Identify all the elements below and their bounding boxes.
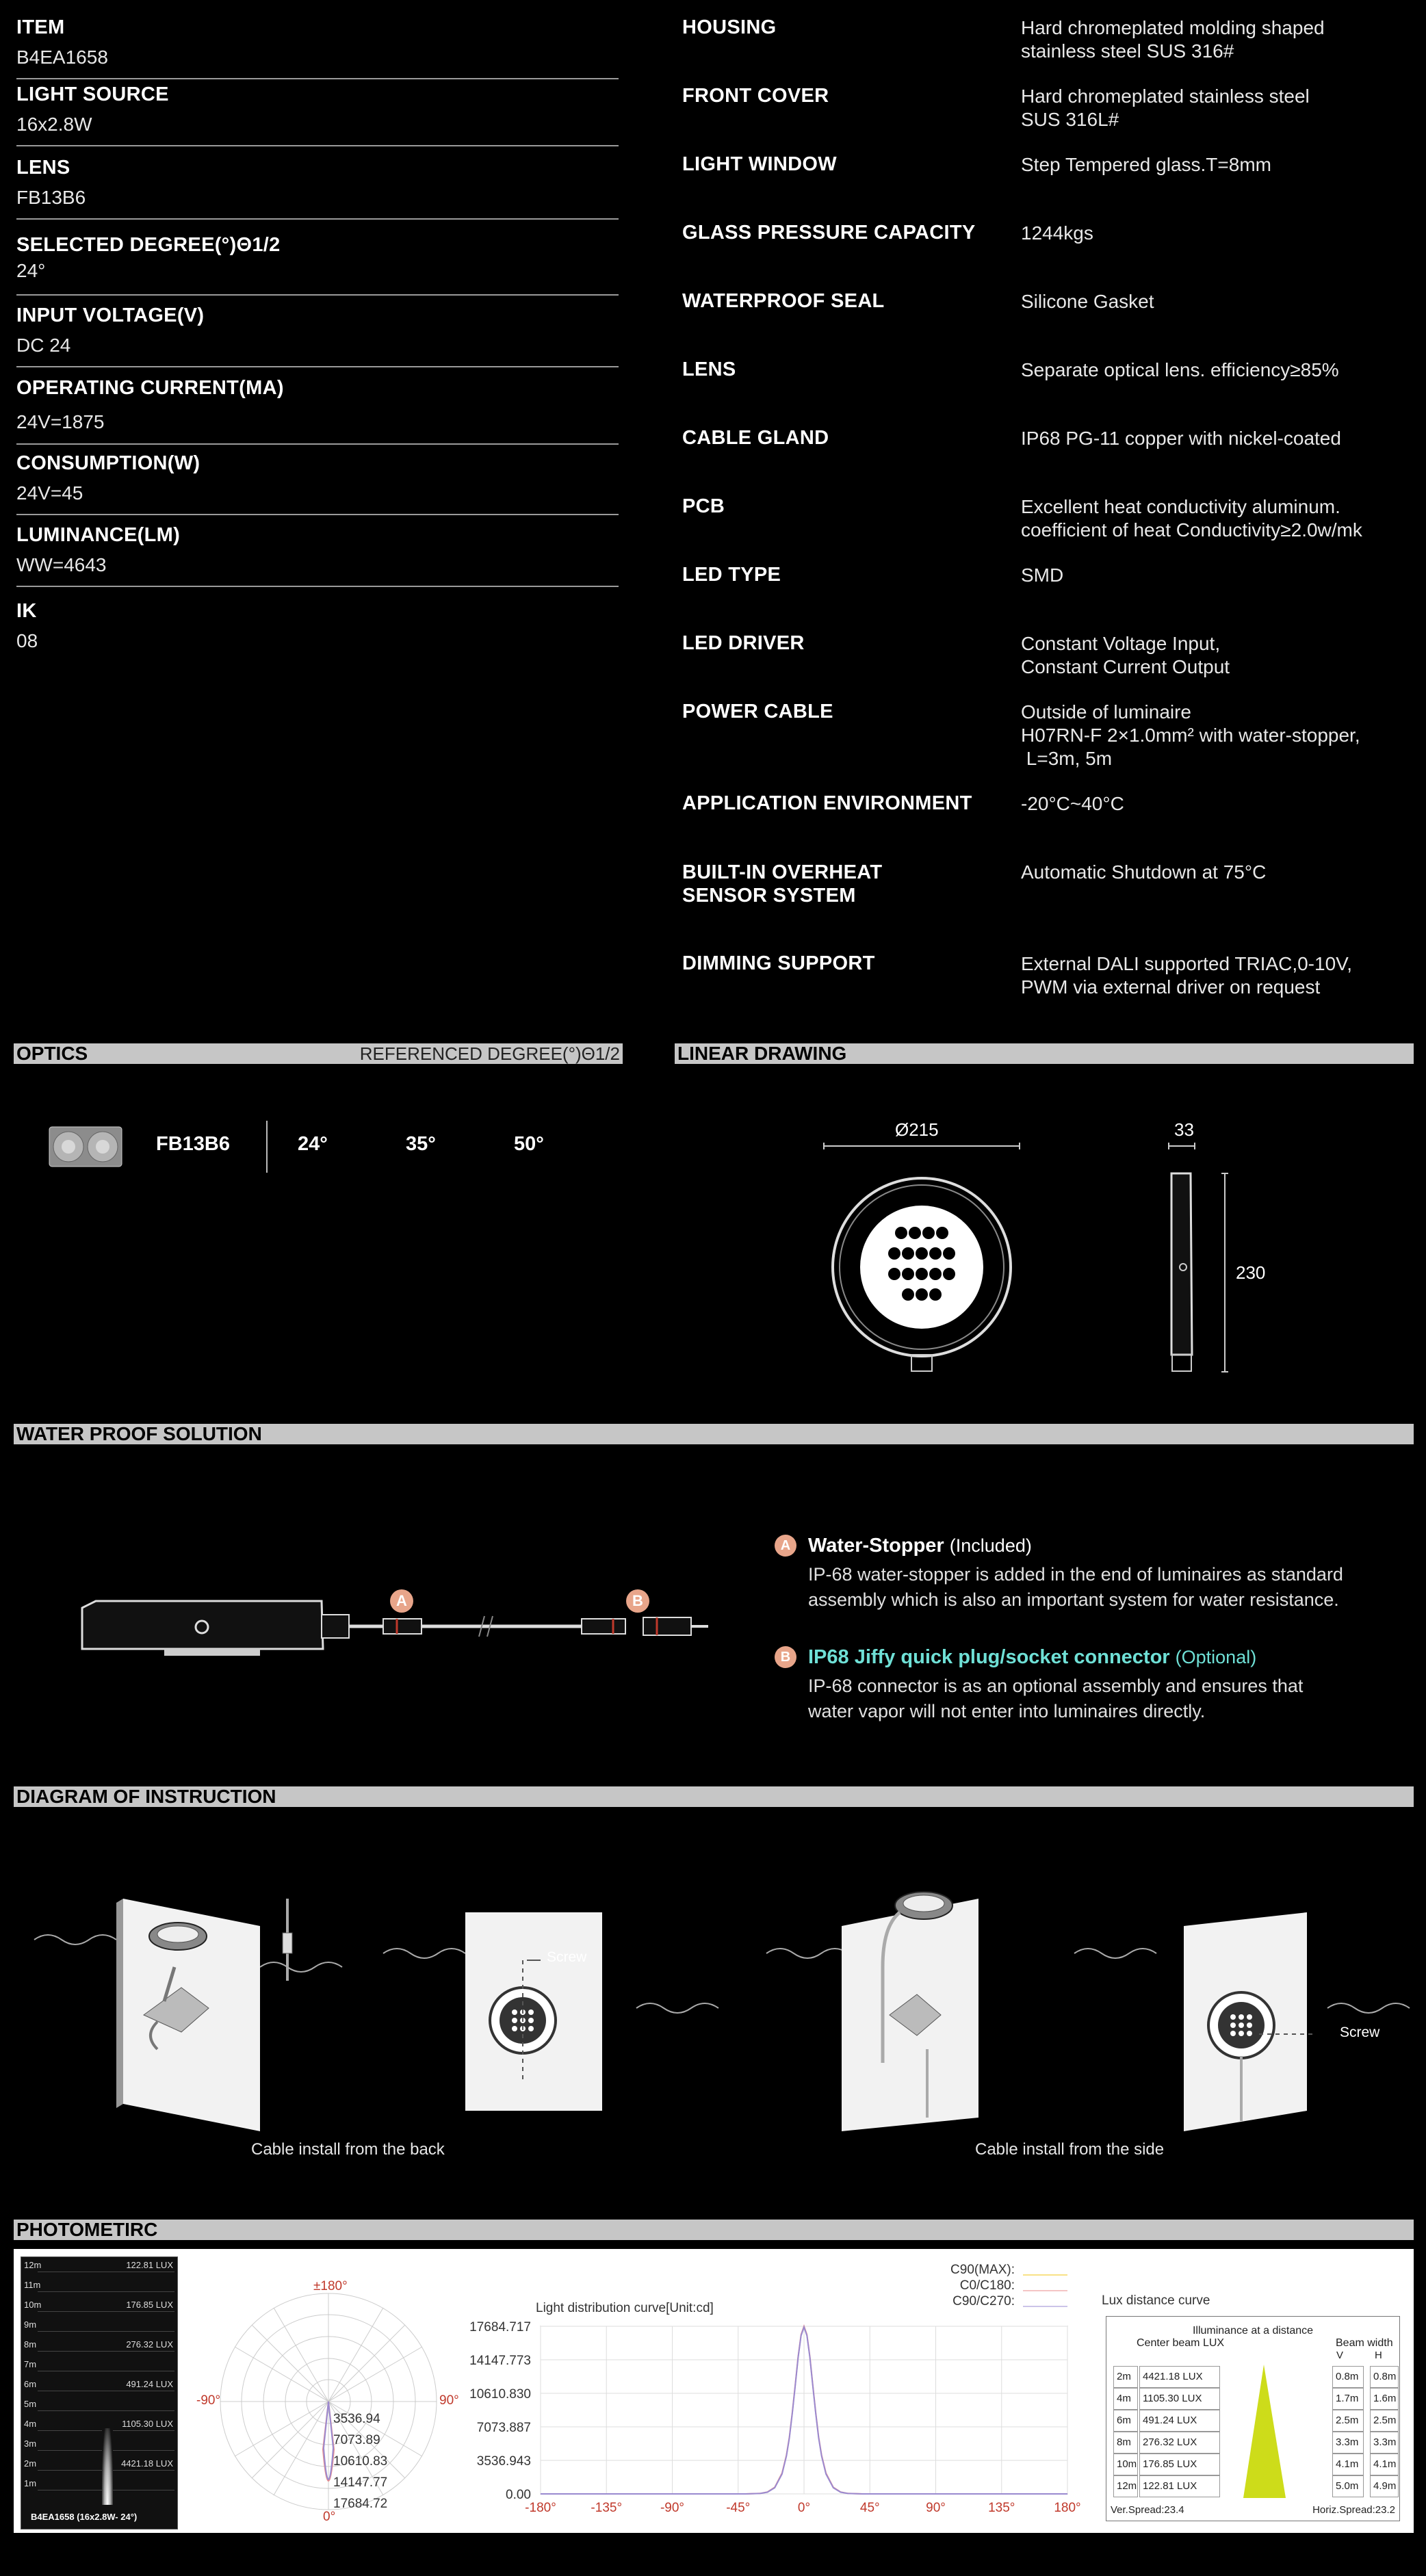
polar-value: 7073.89	[333, 2433, 380, 2447]
divider	[34, 2300, 167, 2301]
lux-row-distance: 8m	[1113, 2432, 1138, 2454]
spec-label-led-type: LED TYPE	[682, 564, 781, 586]
divider	[16, 443, 619, 445]
spec-row-lens	[16, 157, 619, 229]
side-view-icon	[1171, 1173, 1192, 1371]
beam-row-lux: 4421.18 LUX	[121, 2458, 173, 2469]
y-tick-label: 3536.943	[476, 2454, 531, 2469]
optics-degree-50: 50°	[514, 1133, 544, 1155]
spec-label-lens: LENS	[682, 359, 736, 380]
water-stopper-text-line: IP-68 water-stopper is added in the end of luminaires as standard	[808, 1564, 1343, 1585]
water-stopper-description	[808, 1562, 1343, 1613]
x-tick-label: -45°	[726, 2501, 751, 2515]
spec-value: 24V=45	[16, 482, 83, 504]
water-stopper-heading	[808, 1535, 1032, 1557]
beam-row-distance: 3m	[24, 2438, 37, 2449]
divider	[38, 2331, 174, 2332]
spec-value: FB13B6	[16, 187, 86, 208]
spec-label-housing: HOUSING	[682, 16, 777, 38]
water-stopper-note: (Included)	[949, 1535, 1032, 1556]
spec-value: 24V=1875	[16, 411, 105, 432]
lux-row-center: 491.24 LUX	[1139, 2410, 1220, 2432]
spec-value: 24°	[16, 260, 46, 281]
spec-row-luminance	[16, 524, 619, 596]
connector-description	[808, 1674, 1303, 1724]
spec-value: 16x2.8W	[16, 114, 92, 135]
y-tick-label: 0.00	[506, 2488, 531, 2502]
spec-label-cable-gland: CABLE GLAND	[682, 427, 829, 449]
beam-row-distance: 2m	[24, 2458, 37, 2469]
y-tick-label: 14147.773	[469, 2354, 531, 2368]
spec-value-lens: Separate optical lens. efficiency≥85%	[1021, 359, 1339, 380]
hor-spread: Horiz.Spread:23.2	[1312, 2504, 1395, 2516]
spec-value-led-driver: Constant Voltage Input, Constant Current Output	[1021, 633, 1230, 677]
spec-value: WW=4643	[16, 554, 107, 575]
polar-value: 10610.83	[333, 2454, 388, 2469]
polar-value: 17684.72	[333, 2497, 388, 2511]
dimension-depth: 33	[1174, 1119, 1194, 1140]
divider	[38, 2311, 174, 2312]
lux-col-v: V	[1336, 2350, 1344, 2361]
beam-row-distance: 1m	[24, 2478, 37, 2488]
beam-row-lux: 176.85 LUX	[126, 2300, 173, 2310]
lux-row-h: 3.3m	[1370, 2432, 1399, 2454]
spec-value-cable-gland: IP68 PG-11 copper with nickel-coated	[1021, 428, 1341, 449]
lux-row-v: 0.8m	[1332, 2366, 1364, 2388]
legend-entry-c90: C90/C270:	[952, 2294, 1015, 2308]
lux-row-center: 1105.30 LUX	[1139, 2388, 1220, 2410]
beam-row-distance: 9m	[24, 2319, 37, 2330]
lux-row-center: 122.81 LUX	[1139, 2475, 1220, 2497]
legend-swatches	[1020, 2269, 1074, 2310]
spec-label: LIGHT SOURCE	[16, 83, 169, 105]
beam-row-distance: 7m	[24, 2359, 37, 2369]
lens-thumbnail-icon	[48, 1126, 123, 1171]
y-tick-label: 17684.717	[469, 2320, 531, 2334]
beam-spread-panel	[21, 2256, 178, 2529]
x-tick-label: 90°	[926, 2501, 946, 2515]
lux-col-beam: Beam width	[1336, 2337, 1393, 2349]
water-stopper-text-line: assembly which is also an important system for water resistance.	[808, 1589, 1339, 1610]
dimension-diameter: Ø215	[895, 1119, 939, 1140]
spec-value-pcb: Excellent heat conductivity aluminum. coefficient of heat Conductivity≥2.0w/mk	[1021, 496, 1362, 541]
back-install-panel-1-icon	[116, 1899, 292, 2131]
beam-row-distance: 8m	[24, 2339, 37, 2350]
lux-row-distance: 6m	[1113, 2410, 1138, 2432]
curve-legend	[919, 2262, 1015, 2309]
cable-side-caption: Cable install from the side	[975, 2140, 1165, 2159]
spec-value-waterproof-seal: Silicone Gasket	[1021, 291, 1154, 312]
lux-row-v: 2.5m	[1332, 2410, 1364, 2432]
cable-back-caption: Cable install from the back	[251, 2140, 445, 2159]
marker-a-icon: A	[775, 1535, 796, 1557]
spec-label: INPUT VOLTAGE(V)	[16, 304, 205, 326]
lux-row-h: 1.6m	[1370, 2388, 1399, 2410]
lux-row-center: 276.32 LUX	[1139, 2432, 1220, 2454]
section-title: WATER PROOF SOLUTION	[16, 1423, 262, 1444]
spec-value-power-cable: Outside of luminaire H07RN-F 2×1.0mm² with water-stopper, L=3m, 5m	[1021, 701, 1360, 769]
lux-row-v: 1.7m	[1332, 2388, 1364, 2410]
section-subtitle: REFERENCED DEGREE(°)Θ1/2	[359, 1043, 620, 1064]
beam-row-distance: 6m	[24, 2379, 37, 2389]
spec-row-degree	[16, 234, 619, 306]
x-tick-label: 180°	[1054, 2501, 1081, 2515]
y-tick-label: 10610.830	[469, 2387, 531, 2402]
photometric-header-bar	[14, 2220, 1414, 2240]
spec-label-waterproof-seal: WATERPROOF SEAL	[682, 290, 885, 312]
instruction-header-bar	[14, 1786, 1414, 1807]
optics-header-bar	[14, 1043, 623, 1064]
lux-row-distance: 12m	[1113, 2475, 1138, 2497]
spec-label: ITEM	[16, 16, 65, 38]
connector-heading	[808, 1646, 1256, 1669]
x-tick-label: -90°	[660, 2501, 685, 2515]
x-tick-label: -180°	[525, 2501, 556, 2515]
instruction-figures	[27, 1885, 1403, 2138]
optics-lens-name: FB13B6	[156, 1133, 230, 1155]
marker-b-icon: B	[775, 1646, 796, 1668]
x-tick-label: 0°	[797, 2501, 811, 2515]
divider	[16, 514, 619, 515]
spec-value: DC 24	[16, 335, 71, 356]
spec-value-light-window: Step Tempered glass.T=8mm	[1021, 154, 1271, 175]
x-tick-label: 135°	[988, 2501, 1015, 2515]
marker-b-icon: B	[626, 1589, 649, 1613]
front-view-icon	[833, 1178, 1011, 1371]
divider	[38, 2410, 174, 2411]
section-title: LINEAR DRAWING	[677, 1043, 847, 1064]
spec-value-front-cover: Hard chromeplated stainless steel SUS 316L#	[1021, 86, 1310, 130]
spec-label-application-environment: APPLICATION ENVIRONMENT	[682, 792, 972, 814]
spec-label-front-cover: FRONT COVER	[682, 85, 829, 107]
lux-row-v: 3.3m	[1332, 2432, 1364, 2454]
linear-drawing-figure	[814, 1136, 1280, 1382]
linear-drawing-header-bar	[675, 1043, 1414, 1064]
spec-label: IK	[16, 600, 37, 622]
divider	[266, 1121, 268, 1173]
beam-row-distance: 12m	[24, 2260, 42, 2270]
screw-label: Screw	[547, 1949, 587, 1965]
light-distribution-chart	[469, 2313, 1081, 2532]
spec-label-pcb: PCB	[682, 495, 725, 517]
connector-note: (Optional)	[1175, 1647, 1257, 1667]
spec-row-item	[16, 16, 619, 88]
screw-label: Screw	[1340, 2025, 1380, 2040]
spec-label-led-driver: LED DRIVER	[682, 632, 805, 654]
lux-row-distance: 10m	[1113, 2454, 1138, 2475]
divider	[16, 218, 619, 220]
spec-value-led-type: SMD	[1021, 564, 1064, 586]
spec-label: LUMINANCE(LM)	[16, 524, 181, 546]
spec-row-light-source	[16, 83, 619, 155]
divider	[38, 2291, 174, 2292]
lux-row-distance: 4m	[1113, 2388, 1138, 2410]
lux-row-v: 4.1m	[1332, 2454, 1364, 2475]
section-title: DIAGRAM OF INSTRUCTION	[16, 1786, 276, 1807]
optics-degree-24: 24°	[298, 1133, 328, 1155]
lux-row-distance: 2m	[1113, 2366, 1138, 2388]
spec-row-consumption	[16, 452, 619, 524]
connector-text-line: water vapor will not enter into luminaires directly.	[808, 1701, 1206, 1721]
spec-label: LENS	[16, 157, 70, 179]
spec-value-housing: Hard chromeplated molding shaped stainless steel SUS 316#	[1021, 17, 1325, 62]
beam-row-lux: 491.24 LUX	[126, 2379, 173, 2389]
lux-row-v: 5.0m	[1332, 2475, 1364, 2497]
spec-value-dimming: External DALI supported TRIAC,0-10V, PWM via external driver on request	[1021, 953, 1353, 998]
lux-row-center: 176.85 LUX	[1139, 2454, 1220, 2475]
lux-row-h: 4.9m	[1370, 2475, 1399, 2497]
spec-row-input-voltage	[16, 304, 619, 376]
beam-row-distance: 5m	[24, 2399, 37, 2409]
lux-distance-title: Lux distance curve	[1102, 2293, 1210, 2308]
marker-a-icon: A	[390, 1589, 413, 1613]
polar-bottom-label: 0°	[323, 2510, 336, 2524]
spec-value-overheat: Automatic Shutdown at 75°C	[1021, 861, 1267, 883]
waterproof-cable-figure	[75, 1574, 718, 1669]
spec-label-overheat: BUILT-IN OVERHEAT SENSOR SYSTEM	[682, 861, 883, 907]
beam-glow-icon	[102, 2428, 113, 2505]
polar-top-label: ±180°	[313, 2279, 348, 2293]
polar-values	[333, 2408, 387, 2514]
spec-value-application-environment: -20°C~40°C	[1021, 793, 1124, 814]
spec-value: B4EA1658	[16, 47, 108, 68]
spec-label-power-cable: POWER CABLE	[682, 701, 833, 723]
polar-right-label: 90°	[439, 2393, 459, 2408]
spec-value: 08	[16, 630, 38, 651]
side-install-panel-1-icon	[842, 1892, 978, 2131]
x-tick-label: 45°	[859, 2501, 880, 2515]
lux-col-center: Center beam LUX	[1137, 2337, 1225, 2349]
polar-left-label: -90°	[196, 2393, 221, 2408]
legend-entry-max: C90(MAX):	[950, 2263, 1015, 2277]
lux-row-center: 4421.18 LUX	[1139, 2366, 1220, 2388]
water-stopper-title: Water-Stopper	[808, 1535, 944, 1557]
lux-col-h: H	[1375, 2350, 1382, 2361]
lux-table-title: Illuminance at a distance	[1192, 2325, 1314, 2337]
spec-row-ik	[16, 600, 619, 672]
section-title: PHOTOMETIRC	[16, 2219, 158, 2240]
spec-label-glass-pressure: GLASS PRESSURE CAPACITY	[682, 222, 976, 244]
ver-spread: Ver.Spread:23.4	[1111, 2504, 1184, 2516]
beam-row-lux: 1105.30 LUX	[122, 2419, 173, 2429]
beam-caption: B4EA1658 (16x2.8W- 24°)	[31, 2512, 138, 2522]
lux-row-h: 0.8m	[1370, 2366, 1399, 2388]
lux-distance-table	[1106, 2316, 1400, 2521]
beam-row-distance: 10m	[24, 2300, 42, 2310]
polar-chart	[198, 2272, 458, 2532]
lux-row-h: 4.1m	[1370, 2454, 1399, 2475]
side-install-panel-2-icon	[1184, 1912, 1314, 2131]
spec-label: SELECTED DEGREE(°)Θ1/2	[16, 234, 281, 256]
spec-label: OPERATING CURRENT(MA)	[16, 377, 284, 399]
divider	[16, 294, 619, 296]
connector-text-line: IP-68 connector is as an optional assembly and ensures that	[808, 1676, 1304, 1696]
dimension-height: 230	[1236, 1262, 1266, 1283]
lux-row-h: 2.5m	[1370, 2410, 1399, 2432]
divider	[16, 586, 619, 587]
spec-label: CONSUMPTION(W)	[16, 452, 200, 474]
beam-row-lux: 122.81 LUX	[126, 2260, 173, 2270]
back-install-panel-2-icon	[465, 1912, 602, 2111]
polar-value: 3536.94	[333, 2412, 380, 2426]
waterproof-header-bar	[14, 1424, 1414, 1444]
section-title: OPTICS	[16, 1043, 88, 1064]
divider	[16, 145, 619, 146]
curve-title: Light distribution curve[Unit:cd]	[536, 2301, 714, 2315]
polar-value: 14147.77	[333, 2475, 388, 2490]
connector-title: IP68 Jiffy quick plug/socket connector	[808, 1646, 1170, 1668]
spec-label-light-window: LIGHT WINDOW	[682, 153, 837, 175]
y-tick-label: 7073.887	[476, 2421, 531, 2435]
divider	[16, 366, 619, 367]
beam-row-distance: 4m	[24, 2419, 37, 2429]
divider	[38, 2351, 174, 2352]
divider	[16, 78, 619, 79]
beam-row-lux: 276.32 LUX	[126, 2339, 173, 2350]
optics-degree-35: 35°	[406, 1133, 436, 1155]
spec-row-operating-current	[16, 377, 619, 449]
legend-entry-c0: C0/C180:	[959, 2278, 1015, 2293]
spec-value-glass-pressure: 1244kgs	[1021, 222, 1093, 244]
x-tick-label: -135°	[591, 2501, 623, 2515]
beam-row-distance: 11m	[24, 2280, 41, 2290]
spec-label-dimming: DIMMING SUPPORT	[682, 952, 875, 974]
